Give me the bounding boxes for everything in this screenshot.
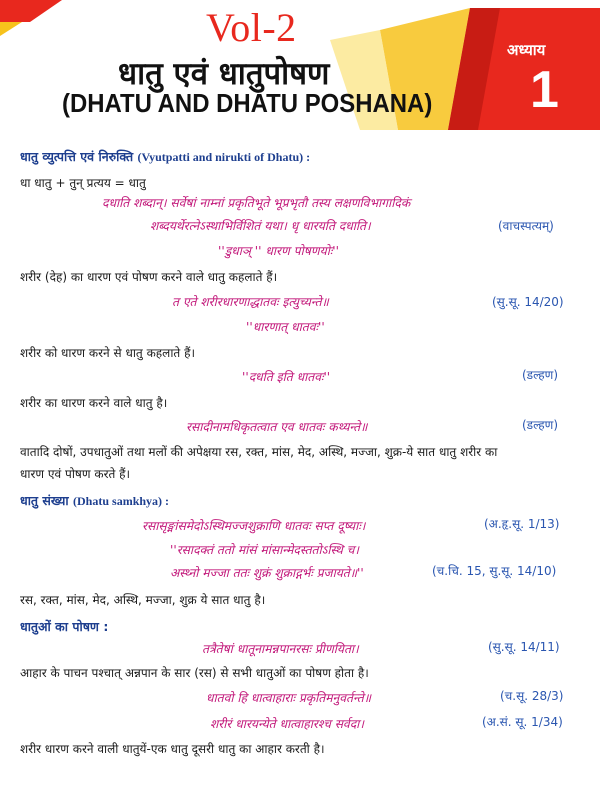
text-line: शरीर का धारण करने वाले धातु है।	[20, 396, 168, 410]
text-line: शरीर (देह) का धारण एवं पोषण करने वाले धातु कहलाते हैं।	[20, 270, 278, 284]
text-line: वातादि दोषों, उपधातुओं तथा मलों की अपेक्षया रस, रक्त, मांस, मेद, अस्थि, मज्जा, शुक्र-ये सात धातु शरीर का	[20, 445, 498, 459]
verse-line: ''डुधाञ् '' धारण पोषणयोः''	[218, 244, 340, 258]
text-line: धारण एवं पोषण करते हैं।	[20, 467, 131, 481]
section-heading-dhatu-samkhya	[20, 492, 169, 509]
citation: (वाचस्पत्यम्)	[498, 219, 554, 233]
volume-label: Vol-2	[206, 5, 297, 50]
verse-line: त एते शरीरधारणाद्धातवः इत्युच्यन्ते॥	[172, 295, 329, 309]
citation: (डल्हण)	[522, 418, 559, 432]
verse-line: दधाति शब्दान्। सर्वेषां नाम्नां प्रकृतिभूते भूप्रभृतौ तस्य लक्षणविभागादिकं	[102, 196, 411, 210]
verse-line: अस्थ्नो मज्जा ततः शुक्रं शुक्राद्गर्भः प्रजायते॥''	[170, 566, 364, 580]
text-line: रस, रक्त, मांस, मेद, अस्थि, मज्जा, शुक्र ये सात धातु है।	[20, 593, 266, 607]
text-line: शरीर धारण करने वाली धातुयें-एक धातु दूसरी धातु का आहार करती है।	[20, 742, 325, 756]
citation: (च.सू. 28/3)	[500, 689, 564, 703]
verse-line: रसादीनामधिकृतत्वात एव धातवः कथ्यन्ते॥	[186, 420, 368, 434]
citation: (सु.सू. 14/20)	[492, 295, 564, 309]
text-line: आहार के पाचन पश्चात् अन्नपान के सार (रस) से सभी धातुओं का पोषण होता है।	[20, 666, 369, 680]
citation: (अ.सं. सू. 1/34)	[482, 715, 563, 729]
heading-english-text: (Dhatu samkhya) :	[73, 494, 170, 508]
citation: (अ.हृ.सू. 1/13)	[484, 517, 560, 531]
verse-line: रसासृङ्मांसमेदोऽस्थिमज्जशुक्राणि धातवः सप्त दूष्याः।	[142, 519, 366, 533]
chapter-number: 1	[530, 61, 559, 119]
chapter-title-hindi: धातु एवं धातुपोषण	[118, 56, 330, 92]
verse-line: ''धारणात् धातवः''	[246, 320, 325, 334]
verse-line: शरीरं धारयन्येते धात्वाहारश्च सर्वदा।	[210, 717, 364, 731]
section-heading-dhatu-poshana: धातुओं का पोषण :	[20, 619, 109, 634]
heading-english-text: (Vyutpatti and nirukti of Dhatu) :	[137, 150, 311, 164]
citation: (च.चि. 15, सु.सू. 14/10)	[432, 564, 557, 578]
citation: (डल्हण)	[522, 368, 559, 382]
verse-line: ''रसादक्तं ततो मांसं मांसान्मेदस्ततोऽस्थि च।	[170, 543, 360, 557]
verse-line: शब्दयर्थेरत्नेऽस्थाभिर्विशितं यथा। धृ धारयति दधाति।	[150, 219, 371, 233]
text-line: शरीर को धारण करने से धातु कहलाते हैं।	[20, 346, 195, 360]
verse-line: ''दधति इति धातवः''	[242, 370, 331, 384]
heading-text: धातु व्युत्पत्ति एवं निरुक्ति	[20, 149, 134, 164]
text-line: धा धातु + तुन् प्रत्यय = धातु	[20, 176, 146, 190]
heading-text: धातु संख्या	[20, 493, 69, 508]
section-heading-vyutpatti	[20, 148, 310, 165]
chapter-title-english: (DHATU AND DHATU POSHANA)	[62, 88, 433, 118]
verse-line: धातवो हि धात्वाहाराः प्रकृतिमनुवर्तन्ते॥	[206, 691, 371, 705]
citation: (सु.सू. 14/11)	[488, 640, 560, 654]
verse-line: तत्रैतेषां धातूनामन्नपानरसः प्रीणयिता।	[202, 642, 359, 656]
chapter-banner	[0, 0, 600, 130]
chapter-label: अध्याय	[507, 41, 546, 59]
